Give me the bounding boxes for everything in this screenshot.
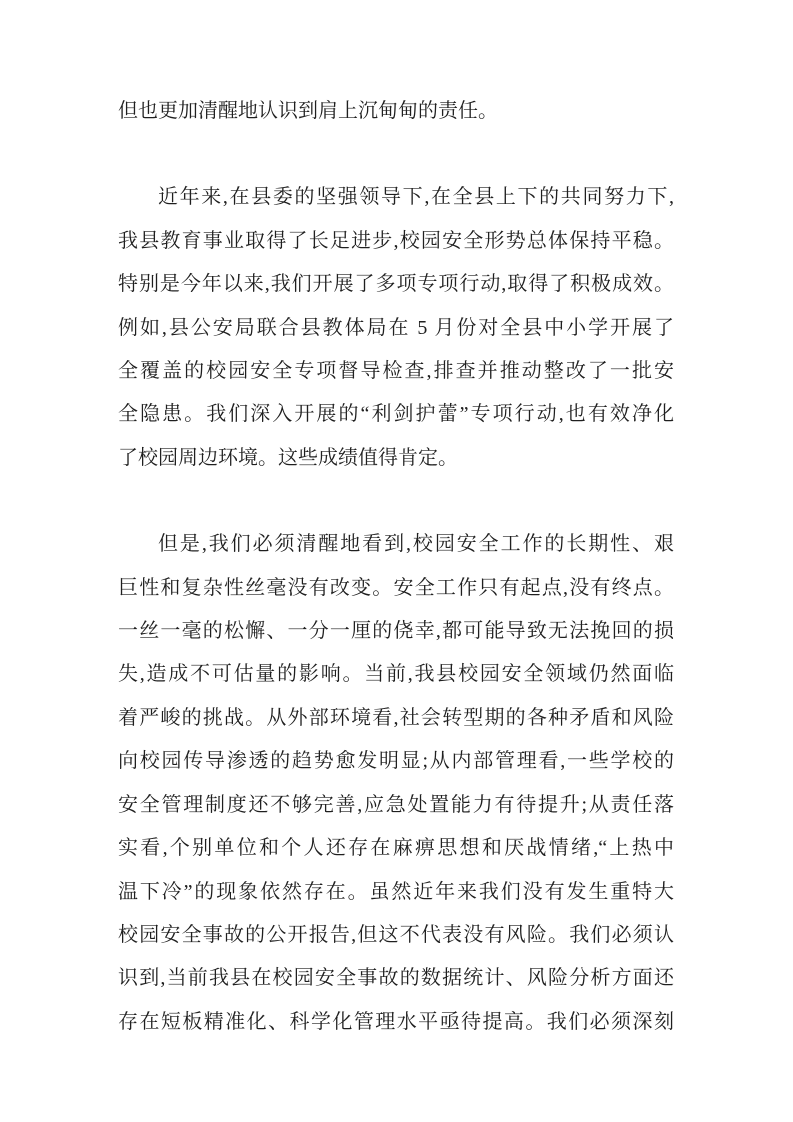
text-line: 特别是今年以来,我们开展了多项专项行动,取得了积极成效。 <box>118 273 674 296</box>
text-line: 全覆盖的校园安全专项督导检查,排查并推动整改了一批安 <box>118 360 674 383</box>
text-line: 安全管理制度还不够完善,应急处置能力有待提升;从责任落 <box>118 793 674 816</box>
text-line: 实看,个别单位和个人还存在麻痹思想和厌战情绪,“上热中 <box>118 837 674 860</box>
text-line: 我县教育事业取得了长足进步,校园安全形势总体保持平稳。 <box>118 229 674 252</box>
text-line: 着严峻的挑战。从外部环境看,社会转型期的各种矛盾和风险 <box>118 706 674 729</box>
text-line: 例如,县公安局联合县教体局在 5 月份对全县中小学开展了 <box>118 316 674 339</box>
text-line: 了校园周边环境。这些成绩值得肯定。 <box>118 446 458 469</box>
paragraph-3 <box>118 523 674 1044</box>
text-line: 巨性和复杂性丝毫没有改变。安全工作只有起点,没有终点。 <box>118 576 674 599</box>
text-line: 向校园传导渗透的趋势愈发明显;从内部管理看,一些学校的 <box>118 750 674 773</box>
text-line: 失,造成不可估量的影响。当前,我县校园安全领域仍然面临 <box>118 663 674 686</box>
text-line: 一丝一毫的松懈、一分一厘的侥幸,都可能导致无法挽回的损 <box>118 620 674 643</box>
text-line: 识到,当前我县在校园安全事故的数据统计、风险分析方面还 <box>118 967 674 990</box>
text-line: 全隐患。我们深入开展的“利剑护蕾”专项行动,也有效净化 <box>118 403 674 426</box>
text-line: 但也更加清醒地认识到肩上沉甸甸的责任。 <box>118 100 498 122</box>
text-line: 近年来,在县委的坚强领导下,在全县上下的共同努力下, <box>158 186 674 209</box>
document-body <box>118 90 674 1044</box>
text-line: 但是,我们必须清醒地看到,校园安全工作的长期性、艰 <box>158 533 674 556</box>
paragraph-2 <box>118 176 674 480</box>
text-line: 存在短板精准化、科学化管理水平亟待提高。我们必须深刻 <box>118 1010 674 1033</box>
text-line: 温下冷”的现象依然存在。虽然近年来我们没有发生重特大 <box>118 880 674 903</box>
text-line: 校园安全事故的公开报告,但这不代表没有风险。我们必须认 <box>118 923 674 946</box>
paragraph-1 <box>118 90 674 133</box>
